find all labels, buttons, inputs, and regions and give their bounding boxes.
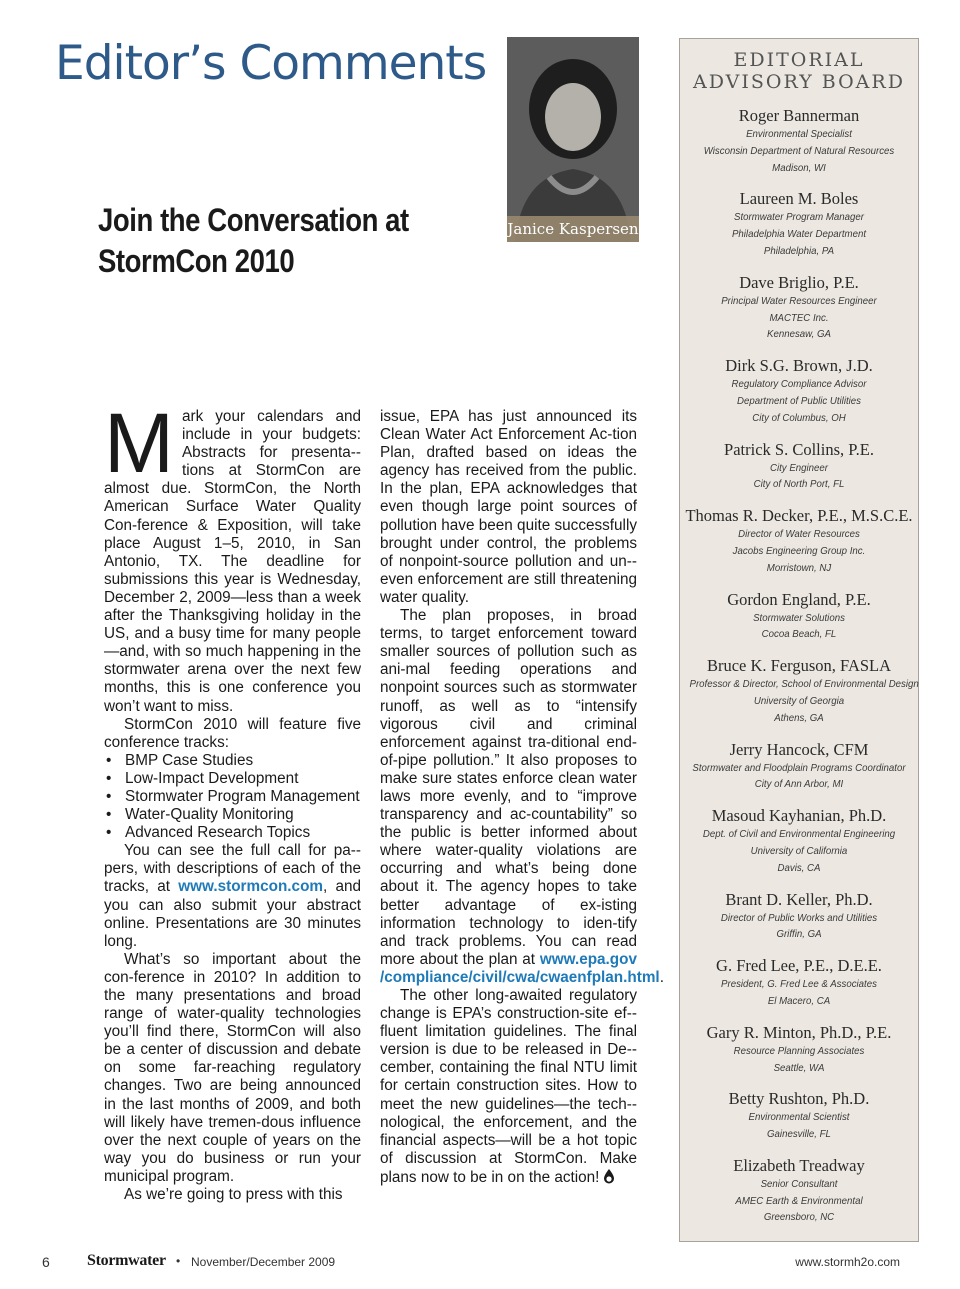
board-member-name: Gary R. Minton, Ph.D., P.E. bbox=[706, 1022, 892, 1042]
board-member-detail: Stormwater Program Manager bbox=[734, 211, 864, 224]
board-member-detail: Director of Water Resources bbox=[738, 528, 860, 541]
board-member bbox=[680, 740, 918, 794]
board-member-name: Patrick S. Collins, P.E. bbox=[724, 439, 874, 459]
paragraph-text: ark your calendars and include in your budgets: Abstracts for presenta-tions at StormCon are almost due. StormCon, the North American Surface Water Quality Con-ference & Exposition, will take place August 1–5, 2010, in San Antonio, TX. The deadline for submissions this year is Wednesday, December 2, 2009—less than a week after the Thanksgiving holiday in the US, and a busy time for many people—and, with so much happening in the stormwater arena over the next few months, this is one conference you won’t want to miss. bbox=[104, 408, 361, 715]
board-member-name: Brant D. Keller, Ph.D. bbox=[725, 889, 873, 909]
epa-plan-link[interactable]: www.epa.gov /compliance/civil/cwa/cwaenfplan.html bbox=[380, 950, 660, 986]
board-member-detail: Kennesaw, GA bbox=[767, 328, 831, 341]
photo-caption: Janice Kaspersen bbox=[507, 216, 639, 242]
board-member-detail: Seattle, WA bbox=[773, 1061, 825, 1074]
board-member-detail: Athens, GA bbox=[774, 711, 824, 724]
section-title: Editor’s Comments bbox=[55, 36, 487, 91]
list-item: • BMP Case Studies bbox=[104, 752, 361, 770]
board-title-line-2: ADVISORY BOARD bbox=[693, 71, 905, 93]
board-member bbox=[680, 189, 918, 259]
issue-date: November/December 2009 bbox=[191, 1255, 336, 1269]
board-member bbox=[680, 806, 918, 876]
paragraph bbox=[380, 987, 637, 1187]
board-member bbox=[680, 106, 918, 176]
board-member-name: Dave Briglio, P.E. bbox=[739, 272, 859, 292]
board-member bbox=[680, 956, 918, 1010]
board-member-name: Thomas R. Decker, P.E., M.S.C.E. bbox=[685, 506, 913, 526]
board-member-detail: Director of Public Works and Utilities bbox=[720, 911, 878, 924]
board-member-detail: Principal Water Resources Engineer bbox=[721, 294, 877, 307]
board-member-detail: City of North Port, FL bbox=[753, 478, 845, 491]
board-member-detail: Resource Planning Associates bbox=[733, 1044, 865, 1057]
paragraph bbox=[104, 842, 361, 951]
board-member-name: Bruce K. Ferguson, FASLA bbox=[706, 656, 892, 676]
end-mark-icon bbox=[603, 1168, 615, 1184]
board-member-detail: MACTEC Inc. bbox=[769, 311, 829, 324]
magazine-brand: Stormwater bbox=[87, 1252, 166, 1269]
board-member bbox=[680, 656, 918, 726]
board-member-name: G. Fred Lee, P.E., D.E.E. bbox=[716, 956, 882, 976]
paragraph: As we’re going to press with this bbox=[124, 1186, 343, 1204]
board-member-detail: Professor & Director, School of Environmental Design bbox=[689, 678, 919, 691]
board-member-detail: Regulatory Compliance Advisor bbox=[731, 378, 867, 391]
list-item: • Water-Quality Monitoring bbox=[104, 806, 361, 824]
board-member bbox=[680, 440, 918, 494]
board-member-detail: City of Columbus, OH bbox=[752, 411, 846, 424]
board-title-line-1: EDITORIAL bbox=[733, 49, 865, 71]
board-member-name: Laureen M. Boles bbox=[739, 189, 859, 209]
headline-line-2: StormCon 2010 bbox=[98, 243, 295, 279]
paragraph: StormCon 2010 will feature five conference tracks: bbox=[104, 715, 361, 751]
paragraph-text: . bbox=[659, 968, 664, 986]
headline bbox=[98, 200, 433, 282]
page-footer bbox=[0, 1254, 960, 1274]
stormcon-link[interactable]: www.stormcon.com bbox=[178, 878, 324, 896]
page-number: 6 bbox=[42, 1254, 50, 1270]
board-member bbox=[680, 590, 918, 644]
board-member bbox=[680, 1089, 918, 1143]
board-member-name: Masoud Kayhanian, Ph.D. bbox=[711, 806, 887, 826]
board-member-name: Roger Bannerman bbox=[738, 106, 860, 125]
board-member-detail: El Macero, CA bbox=[767, 994, 831, 1007]
website-url[interactable]: www.stormh2o.com bbox=[795, 1255, 900, 1269]
board-member-detail: Senior Consultant bbox=[760, 1177, 838, 1190]
editorial-advisory-board bbox=[679, 38, 919, 1242]
board-member-detail: Griffin, GA bbox=[776, 928, 822, 941]
paragraph-text: , and you can also submit your abstract online. Presentations are 30 minutes long. bbox=[104, 878, 361, 950]
board-member bbox=[680, 273, 918, 343]
paragraph bbox=[380, 607, 664, 987]
paragraph bbox=[104, 396, 361, 716]
drop-cap: M bbox=[104, 396, 174, 490]
paragraph-text: You can see the full call for pa-pers, with descriptions of each of the tracks, at bbox=[104, 842, 361, 896]
board-members-list bbox=[680, 106, 918, 1226]
board-member-detail: Jacobs Engineering Group Inc. bbox=[732, 544, 866, 557]
board-member-name: Jerry Hancock, CFM bbox=[729, 739, 869, 759]
paragraph-text: The plan proposes, in broad terms, to target enforcement toward smaller sources of pollution such as ani-mal feeding operations and nonpoint sources such as stormwater runoff, as well as to “intensify vigorous civil and criminal enforcement against tra-ditional end-of-pipe pollution.” It also proposes to make sure states enforce clean water laws more evenly, and to “improve transparency and ac-countability” so the public is better informed about where water-quality violations are occurring and what’s being done about it. The agency hopes to take better advantage of ex-isting information technology to iden-tify and track problems. You can read more about the plan at bbox=[380, 607, 637, 968]
footer-separator: • bbox=[176, 1254, 181, 1268]
board-member-detail: City of Ann Arbor, MI bbox=[754, 778, 844, 791]
board-member-detail: Dept. of Civil and Environmental Engineering bbox=[702, 828, 896, 841]
board-member-detail: Greensboro, NC bbox=[763, 1211, 835, 1224]
portrait-illustration bbox=[507, 37, 639, 242]
list-item: • Stormwater Program Management bbox=[104, 788, 361, 806]
board-member-detail: Wisconsin Department of Natural Resources bbox=[703, 144, 895, 157]
board-member-detail: Gainesville, FL bbox=[767, 1128, 831, 1141]
board-member-detail: University of Georgia bbox=[753, 694, 845, 707]
board-member-detail: Department of Public Utilities bbox=[736, 394, 862, 407]
article-column-1 bbox=[104, 396, 361, 1204]
board-member-name: Betty Rushton, Ph.D. bbox=[728, 1089, 870, 1109]
board-member bbox=[680, 356, 918, 426]
headline-line-1: Join the Conversation at bbox=[98, 202, 409, 238]
author-photo bbox=[507, 37, 639, 242]
board-member-detail: City Engineer bbox=[770, 461, 828, 474]
board-member-detail: AMEC Earth & Environmental bbox=[735, 1194, 863, 1207]
article-column-2 bbox=[380, 408, 664, 1187]
board-title bbox=[680, 49, 918, 93]
board-member-detail: Environmental Specialist bbox=[746, 128, 852, 140]
board-member-name: Dirk S.G. Brown, J.D. bbox=[725, 356, 873, 376]
board-member-detail: Stormwater and Floodplain Programs Coordinator bbox=[692, 761, 906, 774]
board-member-detail: Cocoa Beach, FL bbox=[761, 628, 837, 641]
list-item: • Advanced Research Topics bbox=[104, 824, 361, 842]
board-member bbox=[680, 506, 918, 576]
board-member-name: Elizabeth Treadway bbox=[733, 1155, 865, 1175]
paragraph: issue, EPA has just announced its Clean Water Act Enforcement Ac-tion Plan, drafted based on ideas the agency has received from the public. In the plan, EPA acknowledges that even though large point sources of pollution have been quite successfully brought under control, the problems of nonpoint-source pollution and un-even enforcement are still threatening water quality. bbox=[380, 408, 637, 606]
board-member-detail: Philadelphia, PA bbox=[763, 244, 835, 257]
board-member bbox=[680, 890, 918, 944]
paragraph-text: The other long-awaited regulatory change is EPA’s construction-site ef-fluent limitation guidelines. The final version is due to be released in De-cember, containing the final NTU limit for certain construction sites. How to meet the new guidelines—the tech-nological, the enforcement, and the financial aspects—will be a hot topic of discussion at StormCon. Make plans now to be in on the action! bbox=[380, 987, 637, 1186]
board-member bbox=[680, 1023, 918, 1077]
board-member-detail: Environmental Scientist bbox=[748, 1111, 850, 1124]
list-item: • Low-Impact Development bbox=[104, 770, 361, 788]
paragraph: What’s so important about the con-ference in 2010? In addition to the many presentations and broad range of water-quality technologies you’ll find there, StormCon will also be a center of discussion and debate on some far-reaching regulatory changes. Two are being announced in the last months of 2009, and both will likely have tremen-dous influence over the next couple of years on the way you do business or run your municipal program. bbox=[104, 950, 361, 1185]
board-member-detail: Madison, WI bbox=[772, 161, 826, 174]
board-member-detail: Stormwater Solutions bbox=[753, 611, 845, 624]
board-member-detail: University of California bbox=[750, 844, 848, 857]
board-member-detail: Philadelphia Water Department bbox=[731, 228, 867, 241]
board-member bbox=[680, 1156, 918, 1226]
conference-tracks-list bbox=[104, 752, 361, 842]
board-member-name: Gordon England, P.E. bbox=[727, 589, 871, 609]
face bbox=[545, 83, 601, 151]
board-member-detail: President, G. Fred Lee & Associates bbox=[721, 978, 877, 991]
board-member-detail: Davis, CA bbox=[777, 861, 821, 874]
board-member-detail: Morristown, NJ bbox=[766, 561, 832, 574]
